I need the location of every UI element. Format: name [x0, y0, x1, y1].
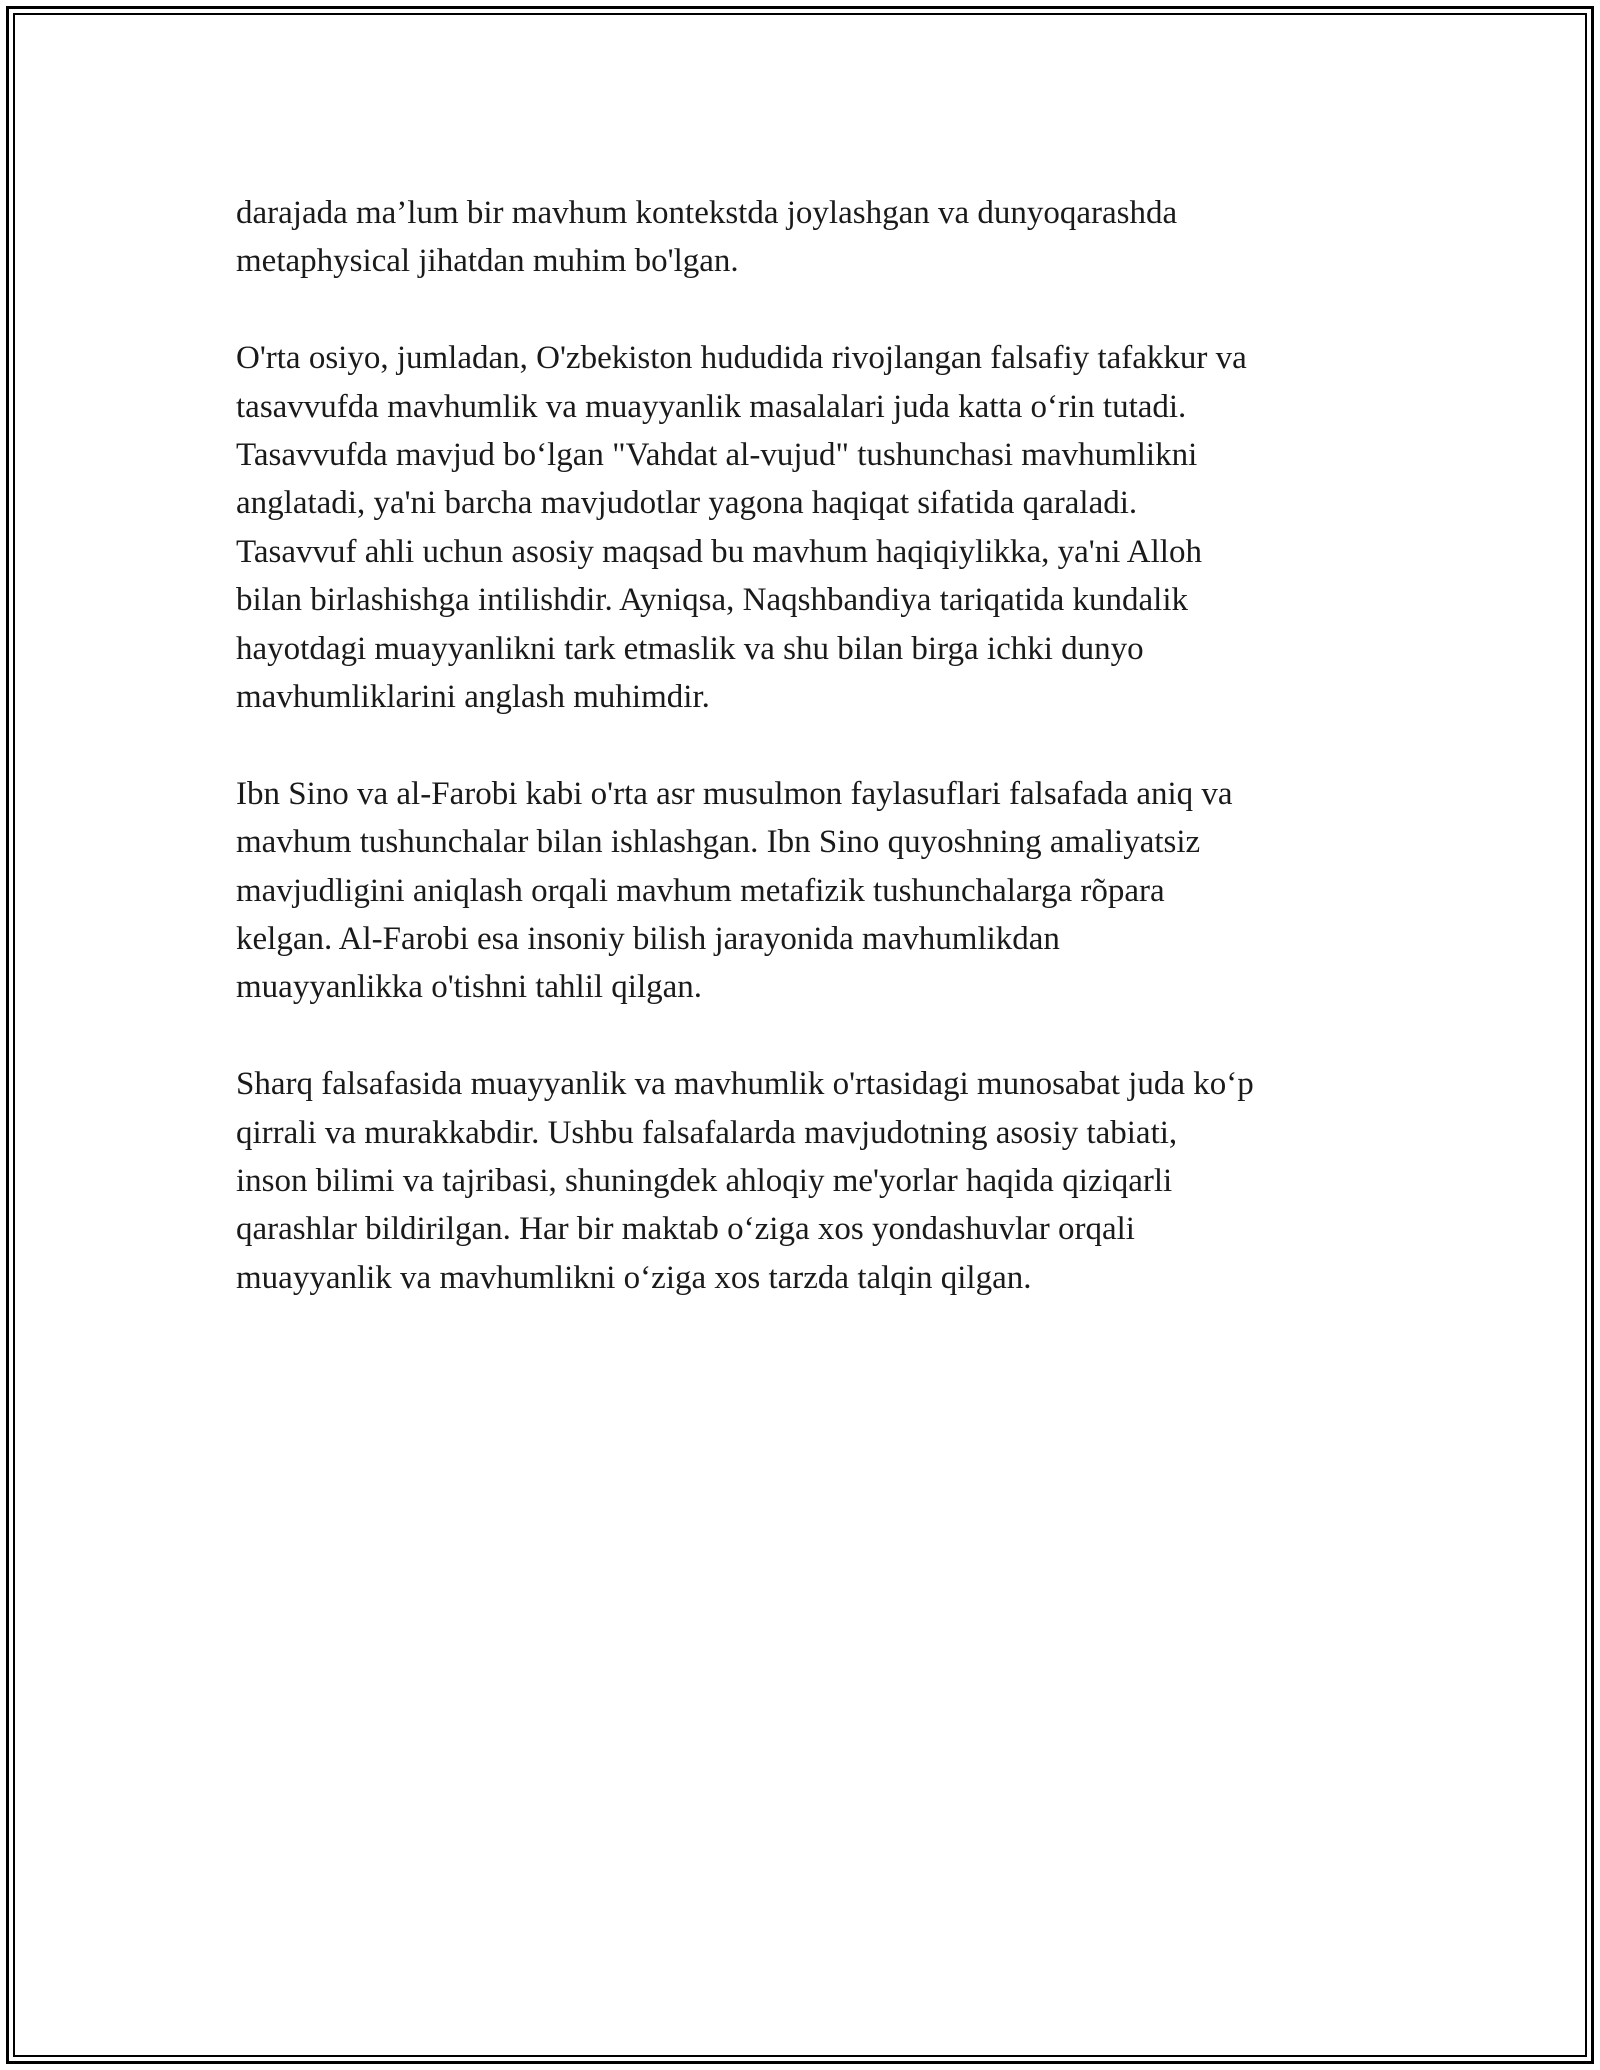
- text-line: kelgan. Al-Farobi esa insoniy bilish jarayonida mavhumlikdan: [236, 921, 1060, 958]
- text-line: muayyanlik va mavhumlikni o‘ziga xos tarzda talqin qilgan.: [236, 1259, 1032, 1296]
- text-line: inson bilimi va tajribasi, shuningdek ahloqiy me'yorlar haqida qiziqarli: [236, 1163, 1173, 1200]
- text-line: hayotdagi muayyanlikni tark etmaslik va shu bilan birga ichki dunyo: [236, 630, 1144, 667]
- text-line: Tasavvuf ahli uchun asosiy maqsad bu mavhum haqiqiylikka, ya'ni Alloh: [236, 533, 1202, 570]
- text-line: mavhum tushunchalar bilan ishlashgan. Ibn Sino quyoshning amaliyatsiz: [236, 824, 1201, 861]
- text-line: darajada ma’lum bir mavhum kontekstda joylashgan va dunyoqarashda: [236, 195, 1178, 231]
- paragraph-1: [236, 189, 1386, 286]
- text-line: O'rta osiyo, jumladan, O'zbekiston hududida rivojlangan falsafiy tafakkur va: [236, 340, 1247, 377]
- text-line: Tasavvufda mavjud bo‘lgan "Vahdat al-vujud" tushunchasi mavhumlikni: [236, 437, 1198, 474]
- paragraph-3: [236, 770, 1386, 1012]
- text-line: mavhumliklarini anglash muhimdir.: [236, 679, 710, 716]
- text-line: Ibn Sino va al-Farobi kabi o'rta asr musulmon faylasuflari falsafada aniq va: [236, 775, 1233, 812]
- text-line: mavjudligini aniqlash orqali mavhum metafizik tushunchalarga rõpara: [236, 872, 1165, 909]
- paragraph-4: [236, 1060, 1386, 1302]
- text-line: qirrali va murakkabdir. Ushbu falsafalarda mavjudotning asosiy tabiati,: [236, 1114, 1178, 1151]
- text-line: muayyanlikka o'tishni tahlil qilgan.: [236, 969, 703, 1006]
- text-line: metaphysical jihatdan muhim bo'lgan.: [236, 243, 739, 280]
- paragraph-2: [236, 334, 1386, 721]
- text-line: qarashlar bildirilgan. Har bir maktab o‘ziga xos yondashuvlar orqali: [236, 1211, 1135, 1248]
- text-line: Sharq falsafasida muayyanlik va mavhumlik o'rtasidagi munosabat juda ko‘p: [236, 1066, 1254, 1103]
- text-line: bilan birlashishga intilishdir. Ayniqsa, Naqshbandiya tariqatida kundalik: [236, 582, 1188, 619]
- text-line: tasavvufda mavhumlik va muayyanlik masalalari juda katta o‘rin tutadi.: [236, 388, 1187, 425]
- document-body: [236, 189, 1386, 1351]
- text-line: anglatadi, ya'ni barcha mavjudotlar yagona haqiqat sifatida qaraladi.: [236, 485, 1138, 522]
